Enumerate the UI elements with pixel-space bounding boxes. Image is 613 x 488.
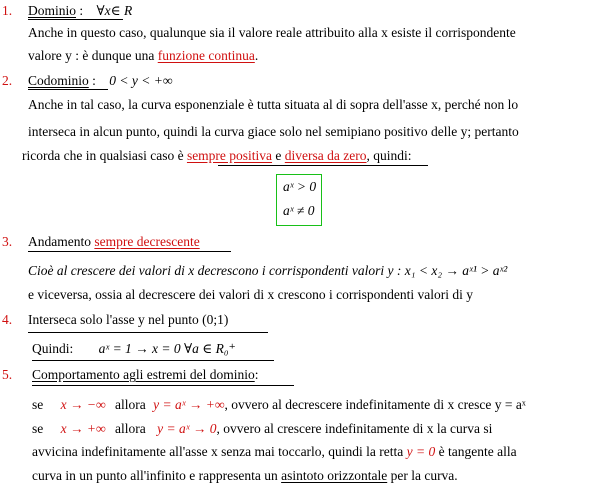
item-3-number: 3. xyxy=(2,234,13,249)
item-4-para-line-1 xyxy=(32,341,236,357)
item-1-title-suffix: : xyxy=(79,3,84,18)
item-3-title: Andamento xyxy=(28,234,91,249)
item-5-cond-2: x → +∞ xyxy=(60,421,106,436)
item-2-para-line-3 xyxy=(22,148,412,164)
item-5-res-2: y = aˣ → 0 xyxy=(157,421,217,436)
sempre-positiva-link[interactable]: sempre positiva xyxy=(186,148,273,163)
item-5-para-line-2 xyxy=(32,421,492,437)
item-5-para-line-1 xyxy=(32,397,526,413)
item-5-underline xyxy=(32,385,294,386)
item-2-title-suffix: : xyxy=(92,73,96,88)
asintoto-orizzontale-link[interactable]: asintoto orizzontale xyxy=(281,468,388,483)
item-2-number: 2. xyxy=(2,73,13,88)
item-1-para-line-1: Anche in questo caso, qualunque sia il valore reale attribuito alla x esiste il corrispondente xyxy=(28,25,516,40)
item-4-number: 4. xyxy=(2,312,13,327)
item-5-allora-2: allora xyxy=(114,421,146,436)
item-2-para-line-2: interseca in alcun punto, quindi la curva giace solo nel semipiano positivo delle y; pertanto xyxy=(28,124,519,139)
diversa-da-zero-link[interactable]: diversa da zero xyxy=(284,148,367,163)
item-3-underline xyxy=(28,251,231,252)
item-2-underline xyxy=(28,89,108,90)
item-2-title: Codominio xyxy=(28,73,89,88)
item-1-para-line-2-end: . xyxy=(254,48,259,63)
item-5-line-3-end: è tangente alla xyxy=(435,444,517,459)
item-5-res-1: y = aˣ → +∞ xyxy=(153,397,225,412)
item-1-formula: ∀x∈ R xyxy=(96,3,133,18)
item-5-para-line-3 xyxy=(32,444,517,460)
item-5-cond-1: x → −∞ xyxy=(60,397,106,412)
item-1-title: Dominio xyxy=(28,3,77,18)
item-3-para-line-2: e viceversa, ossia al decrescere dei valori di x crescono i corrispondenti valori di y xyxy=(28,287,473,302)
item-2-heading xyxy=(28,73,172,89)
item-5-para-line-4 xyxy=(32,468,458,484)
item-4-label: Quindi: xyxy=(32,341,74,356)
item-5-post-1: , ovvero al decrescere indefinitamente di x cresce y = aˣ xyxy=(224,397,526,412)
item-1-para-line-2-text: valore y : è dunque una xyxy=(28,48,158,63)
condition-2: aˣ ≠ 0 xyxy=(283,203,315,218)
item-2-para-line-3-end: , quindi: xyxy=(366,148,412,163)
item-3-heading xyxy=(28,234,200,250)
conditions-box xyxy=(276,174,322,226)
item-5-line-4-text: curva in un punto all'infinito e rappresenta un xyxy=(32,468,282,483)
item-5-title: Comportamento agli estremi del dominio xyxy=(32,367,255,382)
item-5-title-suffix: : xyxy=(254,367,259,382)
item-3-para-line-1: Cioè al crescere dei valori di x decrescono i corrispondenti valori y : x₁ < x₂ → aˣ¹ > aˣ² xyxy=(28,263,508,278)
item-4-underline-2 xyxy=(32,360,274,361)
item-5-number: 5. xyxy=(2,367,13,382)
item-1-heading xyxy=(28,3,132,19)
condition-1: aˣ > 0 xyxy=(283,179,317,194)
item-5-line-3-text: avvicina indefinitamente all'asse x senza mai toccarlo, quindi la retta xyxy=(32,444,407,459)
item-5-post-2: , ovvero al crescere indefinitamente di x la curva si xyxy=(216,421,493,436)
item-5-line-4-end: per la curva. xyxy=(387,468,458,483)
item-4-underline xyxy=(28,332,268,333)
item-2-para-line-3-text: ricorda che in qualsiasi caso è xyxy=(22,148,187,163)
item-4-title: Interseca solo l'asse y nel punto (0;1) xyxy=(28,312,229,327)
item-1-underline xyxy=(28,19,123,20)
item-5-allora-1: allora xyxy=(114,397,146,412)
item-1-number: 1. xyxy=(2,3,13,18)
item-5-se-2: se xyxy=(32,421,44,436)
item-4-formula: aˣ = 1 → x = 0 ∀a ∈ R₀⁺ xyxy=(98,341,236,356)
item-2-formula: 0 < y < +∞ xyxy=(109,73,173,88)
item-5-heading xyxy=(32,367,258,383)
funzione-continua-link[interactable]: funzione continua xyxy=(157,48,255,63)
item-1-para-line-2 xyxy=(28,48,258,64)
sempre-decrescente-link[interactable]: sempre decrescente xyxy=(94,234,200,249)
item-5-se-1: se xyxy=(32,397,44,412)
item-2-para-line-1: Anche in tal caso, la curva esponenziale è tutta situata al di sopra dell'asse x, perché non lo xyxy=(28,97,519,112)
item-2-underline-2 xyxy=(218,165,428,166)
item-5-line-3-red: y = 0 xyxy=(406,444,436,459)
item-2-para-line-3-mid: e xyxy=(272,148,285,163)
